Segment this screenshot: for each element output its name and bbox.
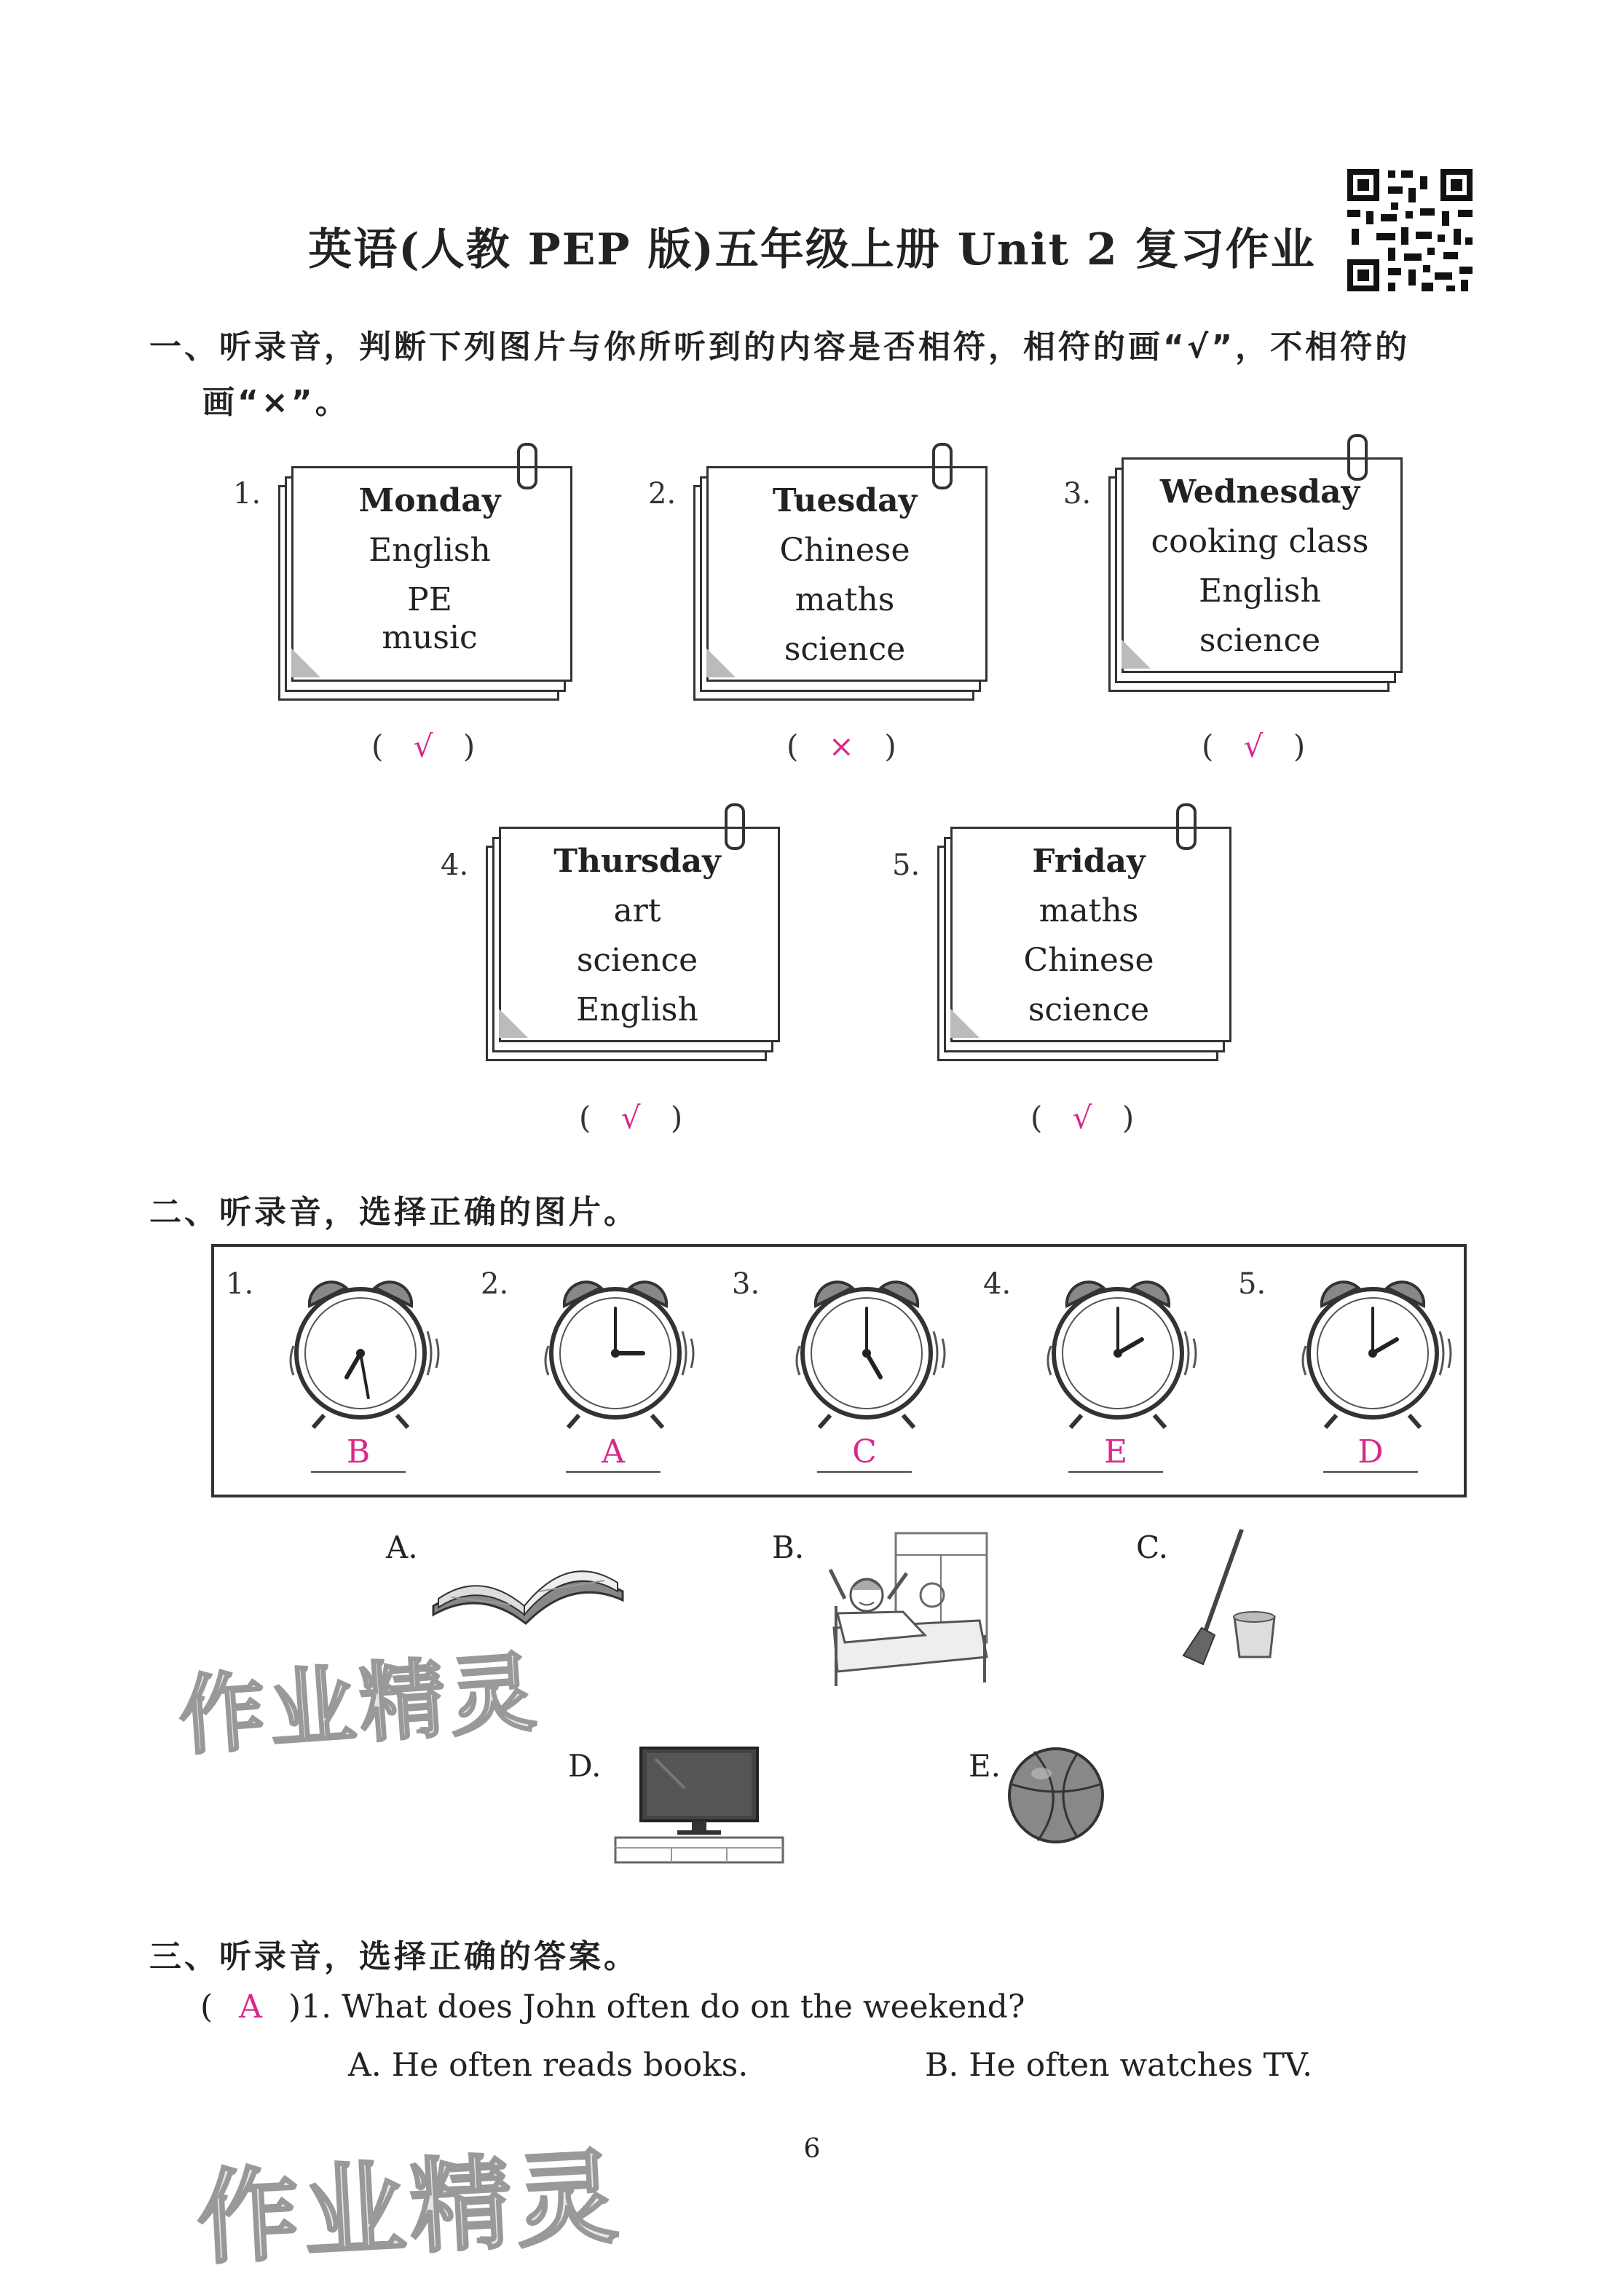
watermark: 作业精灵 xyxy=(194,2138,626,2280)
card-subject: Chinese xyxy=(779,532,910,569)
answer-blank: E xyxy=(1068,1433,1163,1473)
answer-mark: √ xyxy=(1243,728,1264,764)
alarm-clock-icon xyxy=(1285,1266,1460,1433)
option-label: B. xyxy=(772,1530,805,1565)
schedule-card-tuesday xyxy=(706,466,983,696)
answer-mark: A xyxy=(239,1988,262,2026)
answer-mark: √ xyxy=(620,1100,641,1135)
schedule-card-thursday xyxy=(499,827,776,1056)
card-subject: science xyxy=(784,631,906,668)
card-subject: English xyxy=(368,532,491,569)
page-title: 英语(人教 PEP 版)五年级上册 Unit 2 复习作业 xyxy=(308,224,1316,275)
option-label: D. xyxy=(568,1748,602,1784)
card-subject: art xyxy=(613,892,661,929)
option-label: A. xyxy=(386,1530,418,1565)
item-number: 5. xyxy=(1238,1267,1266,1301)
watermark: 作业精灵 xyxy=(176,1641,543,1768)
card-subject: science xyxy=(1028,991,1150,1028)
book-icon xyxy=(430,1548,626,1635)
section3-heading: 三、听录音，选择正确的答案。 xyxy=(149,1938,639,1975)
schedule-card-wednesday xyxy=(1122,457,1398,687)
alarm-clock-icon xyxy=(273,1266,448,1433)
card-subject: maths xyxy=(1038,892,1139,929)
answer-mark: √ xyxy=(1072,1100,1092,1135)
page-number: 6 xyxy=(803,2134,821,2164)
broom-bucket-icon xyxy=(1172,1526,1289,1672)
item-number: 4. xyxy=(441,849,469,882)
item-number: 3. xyxy=(732,1267,760,1301)
answer-mark: √ xyxy=(413,728,433,764)
paren-open: ( xyxy=(1030,1100,1043,1135)
schedule-card-monday xyxy=(291,466,568,696)
card-subject: science xyxy=(1199,622,1321,659)
question-text: )1. What does John often do on the weekend? xyxy=(288,1988,1025,2026)
item-number: 2. xyxy=(481,1267,509,1301)
card-day: Tuesday xyxy=(772,482,918,519)
item-number: 1. xyxy=(233,477,261,511)
basketball-icon xyxy=(1005,1744,1107,1846)
paren-open: ( xyxy=(579,1100,591,1135)
qr-code-icon xyxy=(1344,166,1475,294)
card-subject: maths xyxy=(795,581,895,618)
answer-blank: C xyxy=(817,1433,912,1473)
paren-open: ( xyxy=(787,728,799,764)
item-number: 4. xyxy=(983,1267,1012,1301)
answer-blank xyxy=(1202,728,1305,764)
question-1 xyxy=(200,1988,1025,2026)
item-number: 1. xyxy=(226,1267,254,1301)
card-day: Monday xyxy=(358,482,501,519)
option-label: C. xyxy=(1136,1530,1168,1565)
section1-heading-cont: 画“×”。 xyxy=(202,384,350,421)
paren-open: ( xyxy=(200,1988,213,2026)
paren-open: ( xyxy=(371,728,384,764)
paren-close: ) xyxy=(1293,728,1306,764)
paren-close: ) xyxy=(1122,1100,1135,1135)
item-number: 3. xyxy=(1063,477,1092,511)
card-subject: English xyxy=(576,991,698,1028)
alarm-clock-icon xyxy=(1030,1266,1205,1433)
paren-close: ) xyxy=(670,1100,683,1135)
paren-open: ( xyxy=(1202,728,1214,764)
card-day: Thursday xyxy=(553,843,721,880)
tv-icon xyxy=(612,1744,787,1868)
option-label: E. xyxy=(969,1748,1001,1784)
paren-close: ) xyxy=(884,728,896,764)
section2-heading: 二、听录音，选择正确的图片。 xyxy=(149,1194,639,1231)
card-subject: science xyxy=(576,942,698,979)
card-subject: PE xyxy=(407,581,452,618)
answer-blank: A xyxy=(566,1433,661,1473)
answer-blank xyxy=(1030,1100,1134,1135)
card-subject: Chinese xyxy=(1023,942,1154,979)
card-subject: music xyxy=(382,619,478,656)
option-b: B. He often watches TV. xyxy=(925,2047,1313,2084)
alarm-clock-icon xyxy=(779,1266,954,1433)
card-subject: English xyxy=(1199,572,1321,610)
alarm-clock-icon xyxy=(528,1266,703,1433)
section1-heading: 一、听录音，判断下列图片与你所听到的内容是否相符，相符的画“√”，不相符的 xyxy=(149,328,1411,366)
answer-blank xyxy=(787,728,896,764)
answer-blank: D xyxy=(1323,1433,1418,1473)
card-day: Wednesday xyxy=(1159,473,1360,511)
item-number: 2. xyxy=(648,477,677,511)
answer-blank: B xyxy=(311,1433,406,1473)
card-subject: cooking class xyxy=(1151,523,1369,560)
card-day: Friday xyxy=(1032,843,1146,880)
answer-mark: × xyxy=(828,728,854,764)
answer-blank xyxy=(371,728,475,764)
answer-blank xyxy=(579,1100,682,1135)
schedule-card-friday xyxy=(950,827,1227,1056)
boy-waking-up-icon xyxy=(816,1526,998,1693)
option-a: A. He often reads books. xyxy=(348,2047,749,2084)
item-number: 5. xyxy=(892,849,921,882)
paren-close: ) xyxy=(462,728,476,764)
